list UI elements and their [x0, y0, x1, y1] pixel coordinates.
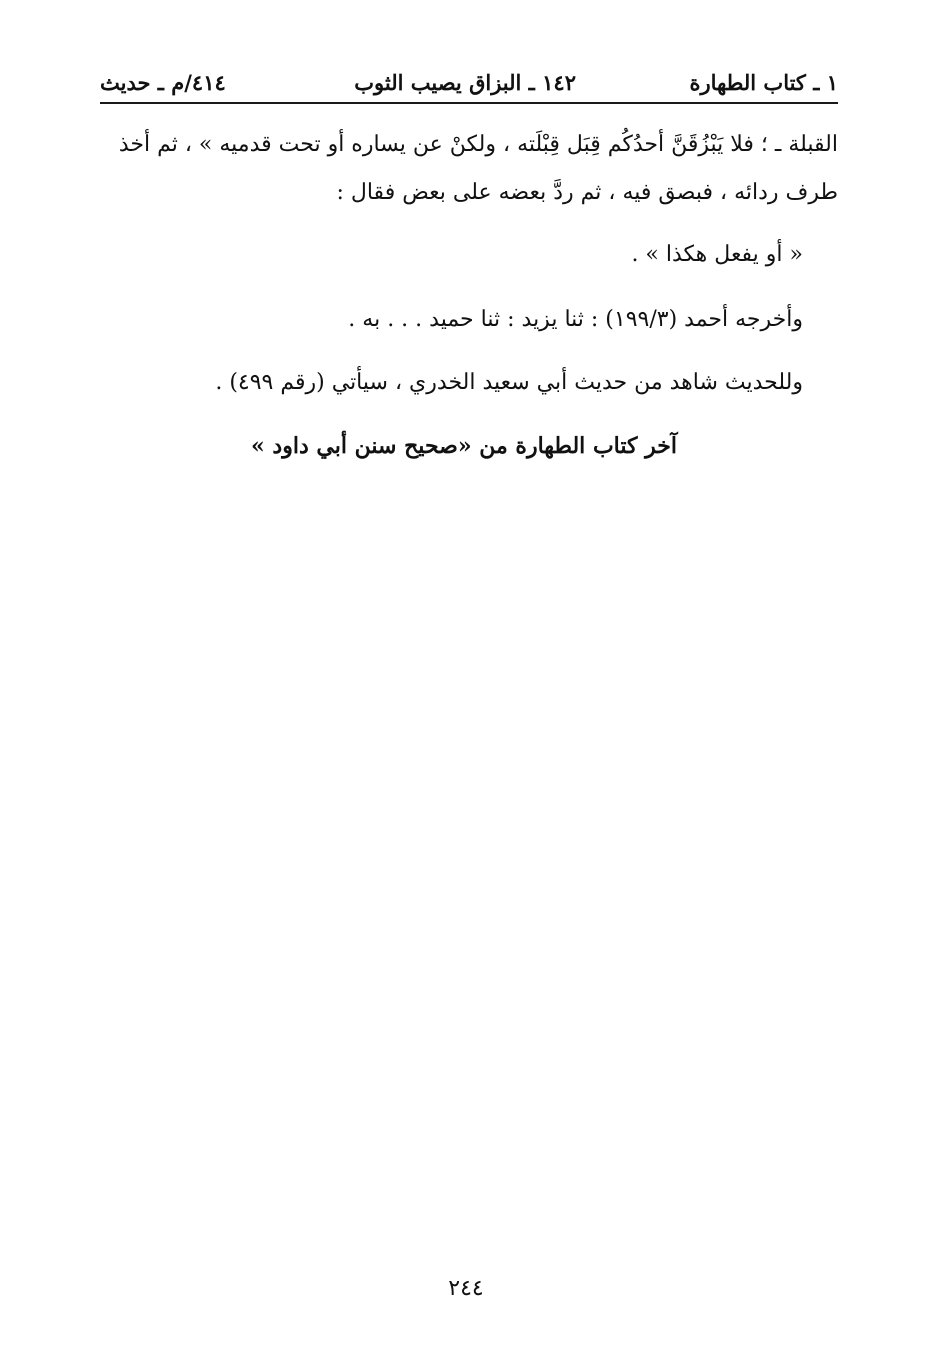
chapter-title: ١ ـ كتاب الطهارة [689, 70, 838, 95]
body-text-line-3: « أو يفعل هكذا » . [631, 242, 803, 267]
hadith-reference: ٤١٤/م ـ حديث [100, 70, 226, 95]
body-text-line-5: وللحديث شاهد من حديث أبي سعيد الخدري ، سيأتي (رقم ٤٩٩) . [215, 370, 803, 395]
page-number [0, 1276, 948, 1301]
closing-statement [0, 430, 948, 462]
header-rule [100, 102, 838, 104]
section-title: ١٤٢ ـ البزاق يصيب الثوب [354, 70, 576, 95]
closing-text: آخر كتاب الطهارة من «صحيح سنن أبي داود » [251, 433, 677, 459]
body-text-line-2: طرف ردائه ، فبصق فيه ، ثم ردَّ بعضه على بعض فقال : [336, 180, 838, 205]
body-text-line-4: وأخرجه أحمد (١٩٩/٣) : ثنا يزيد : ثنا حميد . . . به . [348, 307, 803, 332]
running-header [100, 66, 838, 100]
page-number-text: ٢٤٤ [448, 1276, 484, 1301]
body-text-line-1: القبلة ـ ؛ فلا يَبْزُقَنَّ أحدُكُم قِبَل قِبْلَته ، ولكنْ عن يساره أو تحت قدميه » ، ثم أخذ [118, 132, 838, 157]
